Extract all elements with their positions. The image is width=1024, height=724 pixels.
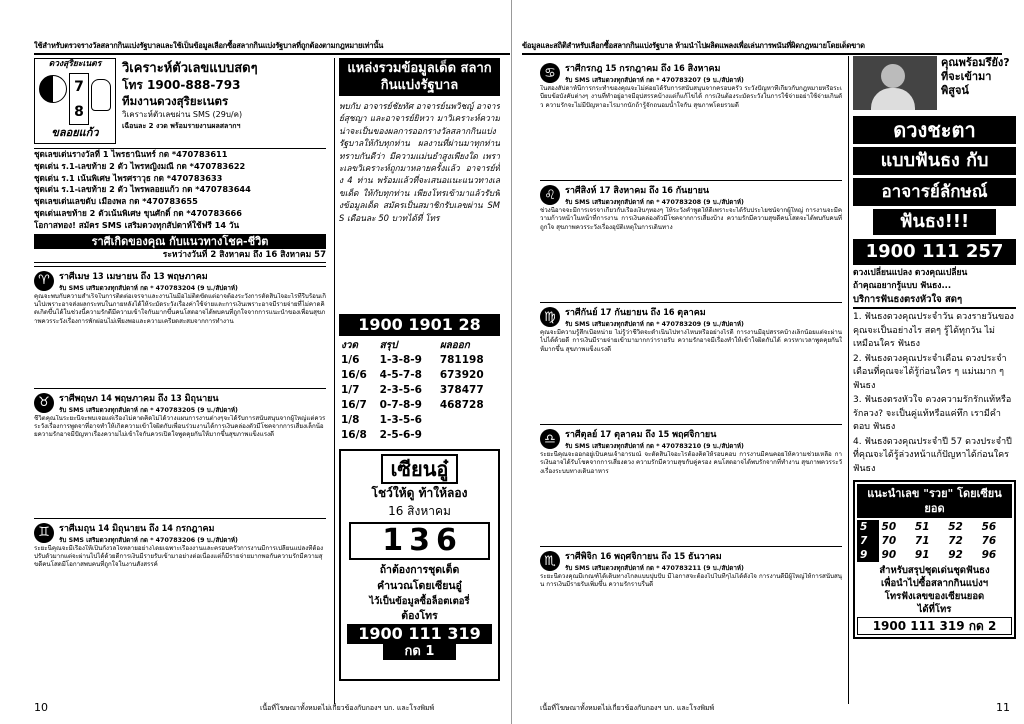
table-cell: 5 [857, 520, 879, 534]
headline-2: แบบฟันธง กับ [853, 147, 1016, 175]
fortune-item: 3. ฟันธงตรงหัวใจ ดวงความรักรักแท้หรือรักลวง? จะเป็นคู่แท้หรือแค่ทึก เรามีคำตอบ ฟันธง [853, 395, 1012, 432]
gemini-icon: ♊ [34, 523, 54, 543]
logo-bottom-text: ขลอยแก้ว [51, 126, 99, 139]
table-cell: 50 [881, 521, 897, 533]
logo-number-top: 7 [74, 78, 84, 95]
table-cell: 378477 [439, 384, 484, 396]
logo [34, 58, 116, 144]
leo-icon: ♌ [540, 185, 560, 205]
person-body-icon [871, 88, 915, 110]
left-topline: ใช้สำหรับตรวจรางวัลสลากกินแบ่งรัฐบาลและใช้เป็นข้อมูลเลือกซื้อสลากกินแบ่งรัฐบาลที่ถูกต้องตามกฎหมายเท่านั้น [34, 40, 510, 55]
table-cell [438, 413, 500, 428]
sign-scorpio [540, 546, 842, 615]
person-icon [881, 64, 905, 88]
table-row [339, 383, 500, 398]
table-row [339, 353, 500, 368]
sian-u-line2: คำนวณโดยเซียนอู๋ [377, 580, 462, 592]
fortune-item: 2. ฟันธงดวงคุณประจำเดือน ดวงประจำเดือนที่คุณจะได้รู้ก่อนใคร ๆ แม่นมาก ๆ ฟันธง [853, 353, 1007, 391]
digit: 6 [435, 523, 457, 558]
sign-libra [540, 424, 842, 543]
section-banner: ราศีเกิดของคุณ กับแนวทางโชค-ชีวิต [34, 234, 326, 249]
logo-top-text: ดวงสุริยะเนตร [48, 59, 102, 69]
reco-foot4: ได้ที่โทร [917, 604, 952, 615]
ad-info [122, 58, 326, 148]
fortune-sub2: ถ้าคุณอยากรู้แบบ ฟันธง... [853, 281, 952, 291]
virgo-icon: ♍ [540, 307, 560, 327]
results-table [339, 338, 500, 443]
question-1: คุณพร้อมรึยัง? [941, 56, 1010, 69]
table-row [857, 520, 1012, 534]
results-col-result: ผลออก [439, 340, 470, 351]
table-cell: 90 [881, 549, 897, 561]
sian-u-line3: ไว้เป็นข้อมูลซื้อล็อตเตอรี่ [369, 596, 470, 607]
horoscope-ad [34, 58, 326, 148]
fortune-service: บริการฟันธงตรงหัวใจ สดๆ [853, 293, 1016, 309]
sian-u-line1: ถ้าต้องการชุดเต็ด [379, 564, 460, 576]
sign-body: ระยะนี้คุณจะมีเรื่องให้เป็นกังวลใจหลายอย่างโดยเฉพาะเรื่องงานและครอบครัวการงานมีการเปลี่ยนแปลงที่ต้องปรับตัวมากแต่จะผ่านไปได้ด้วยดีการเงินมีรายรับเข้ามาอย่างต่อเนื่องแต่ก็มีรายจ่ายมากพอกันความรักมีความสุขดีคนโสดมีโอกาสพบคนที่ถูกใจในงานสังสรรค์ [34, 544, 324, 569]
sign-body: ในสองสัปดาห์นี้การกระทำของคุณจะไม่ค่อยได้รับการสนับสนุนจากครอบครัว ระวังปัญหาที่เกี่ยวกับกฎหมายหรือระเบียบข้อบังคับต่างๆ งานที่ทำอยู่อาจมีอุปสรรคบ้างแต่ก็แก้ไขได้ การเงินต้องระมัดระวังในการใช้จ่ายอย่าใช้จ่ายเกินตัว ความรักจะไม่มีปัญหาอะไรมากนักถ้ารู้จักถนอมน้ำใจกัน สุขภาพโดยรวมดี [540, 85, 842, 109]
table-cell: 56 [981, 521, 997, 533]
table-cell [438, 428, 500, 443]
period-text: ระหว่างวันที่ 2 สิงหาคม ถึง 16 สิงหาคม 57 [34, 249, 326, 263]
table-cell: 51 [914, 521, 930, 533]
sign-body: คุณจะพบกับความสำเร็จในการติดต่อเจรจาและงานในมือไม่ติดขัดแต่อาจต้องระวังการตัดสินใจอะไรที่รีบร้อนเกินไปเพราะอาจส่งผลกระทบในภายหลังได้ให้ระมัดระวังเรื่องค่าใช้จ่ายและการเงินเพราะอาจมีรายจ่ายที่ไม่คาดคิดเกิดขึ้นได้ในช่วงนี้ความรักดีมีความเข้าใจกันมากขึ้นคนโสดอาจได้พบคนที่ถูกใจจากการแนะนำของเพื่อนสุขภาพควรระวังเรื่องการพักผ่อนไม่เพียงพอและความเครียดสะสมจากการทำงาน [34, 292, 326, 325]
sign-sms: รับ SMS เสริมดวงทุกสัปดาห์ กด * 470783209 (9 บ./สัปดาห์) [565, 321, 744, 328]
sign-sms: รับ SMS เสริมดวงทุกสัปดาห์ กด * 470783204 (9 บ./สัปดาห์) [59, 284, 238, 292]
astrologer-photo [853, 56, 937, 110]
reco-foot1: สำหรับสรุปชุดเด่นชุดฟันธง [879, 565, 990, 576]
results-col-summary: สรุป [379, 340, 398, 351]
table-cell: 16/6 [341, 369, 367, 381]
table-cell: 9 [857, 548, 879, 562]
table-cell: 1-3-8-9 [379, 354, 422, 366]
page-number-right: 11 [996, 701, 1010, 714]
sign-title: ราศีสิงห์ 17 สิงหาคม ถึง 16 กันยายน [565, 186, 710, 196]
reco-foot2: เพื่อนำไปซื้อสลากกินแบ่งฯ [880, 578, 989, 589]
aries-icon: ♈ [34, 271, 54, 291]
right-footer: เนื้อที่โฆษณาทั้งหมดไม่เกี่ยวข้องกับกองฯ บก. และโรงพิมพ์ [540, 704, 715, 712]
table-cell: 781198 [439, 354, 484, 366]
fortune-ad-head [853, 56, 1016, 112]
table-cell: 16/8 [341, 429, 367, 441]
sian-u-title: เซียนอู๋ [381, 454, 459, 484]
logo-number-bottom: 8 [74, 103, 84, 120]
sms-code-line: ชุดเด่น ร.1-เลขท้าย 2 ตัว ไพรหญิงมณี กด *470783622 [34, 160, 246, 171]
right-topline: ข้อมูลและสถิติสำหรับเลือกซื้อสลากกินแบ่งรัฐบาล ห้ามนำไปผลิตแพลงเพื่อเล่นการพนันที่ผิดกฎหมายโดยเด็ดขาด [522, 40, 1002, 55]
sign-body: ระยะนี้ดวงคุณมีเกณฑ์ได้เดินทางไกลแบบปุบปับ มีโอกาสจะต้องไปในที่ๆไม่ได้ตั้งใจ การงานดีมีผู้ใหญ่ให้การสนับสนุน การเงินมีรายรับเพิ่มขึ้น ความรักราบรื่นดี [540, 573, 842, 589]
table-row [339, 428, 500, 443]
reco-foot3: โทรฟังเลขของเซียนยอด [884, 591, 985, 602]
table-cell: 70 [881, 535, 897, 547]
table-cell: 1/8 [341, 414, 360, 426]
table-cell: 0-7-8-9 [379, 399, 422, 411]
taurus-icon: ♉ [34, 393, 54, 413]
sign-title: ราศีเมษ 13 เมษายน ถึง 13 พฤษภาคม [59, 271, 208, 282]
fortune-item: 1. ฟันธงดวงคุณประจำวัน ดวงรายวันของคุณจะเป็นอย่างไร สดๆ รู้ได้ทุกวัน ไม่เหมือนใคร ฟันธง [853, 312, 1014, 349]
sign-aries [34, 266, 326, 385]
digit: 1 [382, 523, 404, 558]
table-cell: 96 [981, 549, 997, 561]
left-footer: เนื้อที่โฆษณาทั้งหมดไม่เกี่ยวข้องกับกองฯ บก. และโรงพิมพ์ [260, 704, 435, 712]
cancer-icon: ♋ [540, 63, 560, 83]
reco-title: แนะนำเลข "รวย" โดยเซียนยอด [857, 484, 1012, 518]
yin-yang-icon [39, 75, 67, 103]
table-cell: 76 [981, 535, 997, 547]
headline-1: ดวงชะตา [853, 116, 1016, 144]
sign-body: ช่วงนี้อาจจะมีการเจรจาเกี่ยวกับเรื่องเงินๆทองๆ ให้ระวังคำพูดให้ดีเพราะจะได้รับประโยชน์จากผู้ใหญ่ การงานจะมีความก้าวหน้าในหน้าที่การงาน การเงินคล่องตัวมีโชคจากการเสี่ยงบ้าง ความรักมีความสุขดีคนโสดจะได้พบกับคนที่ถูกใจ สุขภาพควรระวังเรื่องอุบัติเหตุในการเดินทาง [540, 207, 842, 231]
sign-sms: รับ SMS เสริมดวงทุกสัปดาห์ กด * 470783207 (9 บ./สัปดาห์) [565, 77, 744, 84]
sms-code-list [34, 148, 326, 232]
sign-header [34, 518, 326, 545]
sign-body: ระยะนี้คุณจะออกอยู่เป็นคนเจ้าอารมณ์ จะตัดสินใจอะไรต้องคิดให้รอบคอบ การงานมีคนคอยให้ความช่วยเหลือ การเงินอาจได้รับโชคจากการเสี่ยงดวง ความรักมีความสุขกับคู่ครอง คนโสดอาจได้พบรักจากที่ทำงาน สุขภาพควรระวังเรื่องระบบทางเดินอาหาร [540, 451, 842, 475]
table-row [339, 368, 500, 383]
sign-title: ราศีพิจิก 16 พฤศจิกายน ถึง 15 ธันวาคม [565, 552, 722, 562]
sign-sms: รับ SMS เสริมดวงทุกสัปดาห์ กด * 470783206 (9 บ./สัปดาห์) [59, 536, 238, 544]
table-cell: 468728 [439, 399, 484, 411]
reco-phone[interactable]: 1900 111 319 กด 2 [857, 617, 1012, 635]
right-page [512, 0, 1024, 724]
digit: 3 [409, 523, 430, 558]
sign-sms: รับ SMS เสริมดวงทุกสัปดาห์ กด * 470783210 (9 บ./สัปดาห์) [565, 443, 744, 450]
table-cell: 673920 [439, 369, 484, 381]
fortune-ad-column [848, 56, 1016, 704]
sign-gemini [34, 518, 326, 645]
sign-title: ราศีตุลย์ 17 ตุลาคม ถึง 15 พฤศจิกายน [565, 430, 717, 440]
ad-note2: เฉือนละ 2 งวด พร้อมรายงานผลสลากฯ [122, 122, 241, 130]
sian-u-line4: ต้องโทร [401, 610, 438, 622]
sign-sms: รับ SMS เสริมดวงทุกสัปดาห์ กด * 470783205 (9 บ./สัปดาห์) [59, 406, 238, 414]
sign-header [34, 388, 326, 415]
table-row [857, 534, 1012, 548]
table-cell: 16/7 [341, 399, 367, 411]
lottery-ad-body: พบกับ อาจารย์ชัยทัศ อาจารย์นพวิชญ์ อาจารย์สุชญา และอาจารย์ยิหวา มาวิเคราะห์ความน่าจะเป็นของผลการออกรางวัลสลากกินแบ่งรัฐบาลให้กับทุกท่าน ผลงานที่ผ่านมาทุกท่านทราบกันดีว่า มีความแม่นยำสูงเพียงใด เพราะเลขวิเคราะห์ถูกมาหลายครั้งแล้ว อาจารย์ทั้ง 4 ท่าน พร้อมแล้วที่จะเสนอแนะแนวทางเลขเด็ด ให้กับทุกท่าน เพียงโทรเข้ามาแล้วรับฟังข้อมูลเด็ด สมัครเป็นสมาชิกรับเลขผ่าน SMS เดือนละ 50 บาทได้ที่ โทร [339, 101, 500, 223]
results-col-period: งวด [341, 340, 358, 351]
table-row [339, 398, 500, 413]
sign-header [540, 302, 842, 329]
sian-u-digits [349, 522, 490, 560]
sian-u-date: 16 สิงหาคม [388, 504, 451, 518]
table-row [857, 548, 1012, 562]
sign-taurus [34, 388, 326, 515]
fortune-items [853, 311, 1016, 476]
sms-code-line: ชุดเด่นเลขท้าย 2 ตัวเน้นพิเศษ ขุนศักดิ์ กด *470783666 [34, 207, 242, 218]
libra-icon: ♎ [540, 429, 560, 449]
ad-team: ทีมงานดวงสุริยะเนตร [122, 94, 229, 108]
sign-title: ราศีพฤษภ 14 พฤษภาคม ถึง 13 มิถุนายน [59, 393, 219, 404]
reco-grid [857, 520, 1012, 562]
sign-virgo [540, 302, 842, 421]
sign-header [540, 180, 842, 207]
hand-icon [91, 79, 111, 111]
headline-4: ฟันธง!!! [873, 209, 996, 235]
fortune-sub: ดวงเปลี่ยนแปลง ดวงคุณเปลี่ยน [853, 268, 968, 278]
table-cell: 7 [857, 534, 879, 548]
reco-box [853, 480, 1016, 639]
right-horoscope-column [540, 56, 842, 704]
table-cell: 71 [914, 535, 930, 547]
ad-phone: โทร 1900-888-793 [122, 78, 241, 92]
sian-u-subtitle: โชว์ให้ดู ท้าให้ลอง [371, 486, 468, 500]
sign-header [34, 266, 326, 293]
sms-code-line: ชุดเลขเด่นเลขดับ เมืองพล กด *470783655 [34, 196, 198, 207]
sign-sms: รับ SMS เสริมดวงทุกสัปดาห์ กด * 470783208 (9 บ./สัปดาห์) [565, 199, 744, 206]
sign-leo [540, 180, 842, 299]
sms-code-line: ชุดเด่น ร.1 เน้นพิเศษ ไพรศราวุธ กด *470783633 [34, 172, 223, 183]
sian-u-phone[interactable]: 1900 111 319 [347, 624, 492, 644]
results-table-header [339, 338, 500, 353]
scorpio-icon: ♏ [540, 551, 560, 571]
lottery-ad-phone[interactable]: 1900 1901 28 [339, 314, 500, 336]
fortune-item: 4. ฟันธงดวงคุณประจำปี 57 ดวงประจำปีที่คุณจะได้รู้ล่วงหน้าแก้ปัญหาได้ก่อนใคร ฟันธง [853, 436, 1012, 474]
table-cell: 2-5-6-9 [379, 429, 422, 441]
table-row [339, 413, 500, 428]
sign-body: คุณจะมีความรู้สึกเบื่อหน่าย ไม่รู้ว่าชีวิตจะดำเนินไปทางไหนหรืออย่างไรดี การงานมีอุปสรรคบ้างเล็กน้อยแต่จะผ่านไปได้ด้วยดี การเงินมีรายจ่ายเข้ามามากกว่ารายรับ ความรักอาจมีเรื่องทำให้เข้าใจผิดกันได้ ควรหาเวลาพูดคุยกันให้มากขึ้น สุขภาพแข็งแรงดี [540, 329, 842, 353]
page-number-left: 10 [34, 701, 48, 714]
sign-sms: รับ SMS เสริมดวงทุกสัปดาห์ กด * 470783211 (9 บ./สัปดาห์) [565, 565, 744, 572]
sign-header [540, 59, 842, 85]
sign-body: ชีวิตคุณในระยะนี้จะพบเจอแต่เรื่องไม่คาดคิดไม่ได้วางแผนการงานต่างๆจะได้รับการสนับสนุนจากผู้ใหญ่แต่ควรระวังเรื่องการพูดจาที่อาจทำให้เกิดความเข้าใจผิดกับเพื่อนร่วมงานได้การเงินคล่องตัวมีโชคจากการเสี่ยงเล็กน้อยความรักอาจมีปัญหาเรื่องความไม่เข้าใจกันควรเปิดใจพูดคุยกันให้มากขึ้นสุขภาพแข็งแรงดี [34, 414, 326, 439]
table-cell: 1-3-5-6 [379, 414, 422, 426]
sms-code-line: ชุดเลขเด่นรางวัลที่ 1 ไพรธานินทร์ กด *470783611 [34, 149, 228, 159]
fortune-phone[interactable]: 1900 111 257 [853, 239, 1016, 265]
ad-title: วิเคราะห์ตัวเลขแบบสดๆ [122, 61, 258, 76]
logo-number-box [69, 73, 89, 125]
sms-code-line: ชุดเด่น ร.1-เลขท้าย 2 ตัว ไพรพลอยแก้ว กด *470783644 [34, 184, 251, 195]
table-cell: 1/7 [341, 384, 360, 396]
lottery-ad-column [334, 58, 500, 704]
table-cell: 52 [948, 521, 963, 533]
sign-cancer [540, 59, 842, 177]
question-2: ที่จะเข้ามาพิสูจน์ [941, 70, 992, 97]
sign-title: ราศีเมถุน 14 มิถุนายน ถึง 14 กรกฎาคม [59, 523, 215, 534]
table-cell: 4-5-7-8 [379, 369, 422, 381]
sign-header [540, 424, 842, 451]
sian-u-press: กด 1 [383, 644, 456, 660]
sign-header [540, 546, 842, 573]
table-cell: 2-3-5-6 [379, 384, 422, 396]
table-cell: 72 [948, 535, 963, 547]
table-cell: 92 [948, 549, 963, 561]
sms-promo: โอกาสทอง! สมัคร SMS เสริมดวงทุกสัปดาห์ใช้ฟรี 14 วัน [34, 219, 240, 230]
table-cell: 1/6 [341, 354, 360, 366]
sign-title: ราศีกันย์ 17 กันยายน ถึง 16 ตุลาคม [565, 308, 706, 318]
table-cell: 91 [914, 549, 930, 561]
fortune-ad-question [941, 56, 1016, 112]
sign-title: ราศีกรกฎ 15 กรกฎาคม ถึง 16 สิงหาคม [565, 64, 721, 74]
left-column [34, 58, 326, 704]
lottery-ad-title: แหล่งรวมข้อมูลเด็ด สลากกินแบ่งรัฐบาล [339, 58, 500, 96]
headline-3: อาจารย์ลักษณ์ [853, 178, 1016, 206]
sian-u-box [339, 449, 500, 681]
ad-note: วิเคราะห์ตัวเลขผ่าน SMS (29บ/ค) [122, 110, 243, 119]
